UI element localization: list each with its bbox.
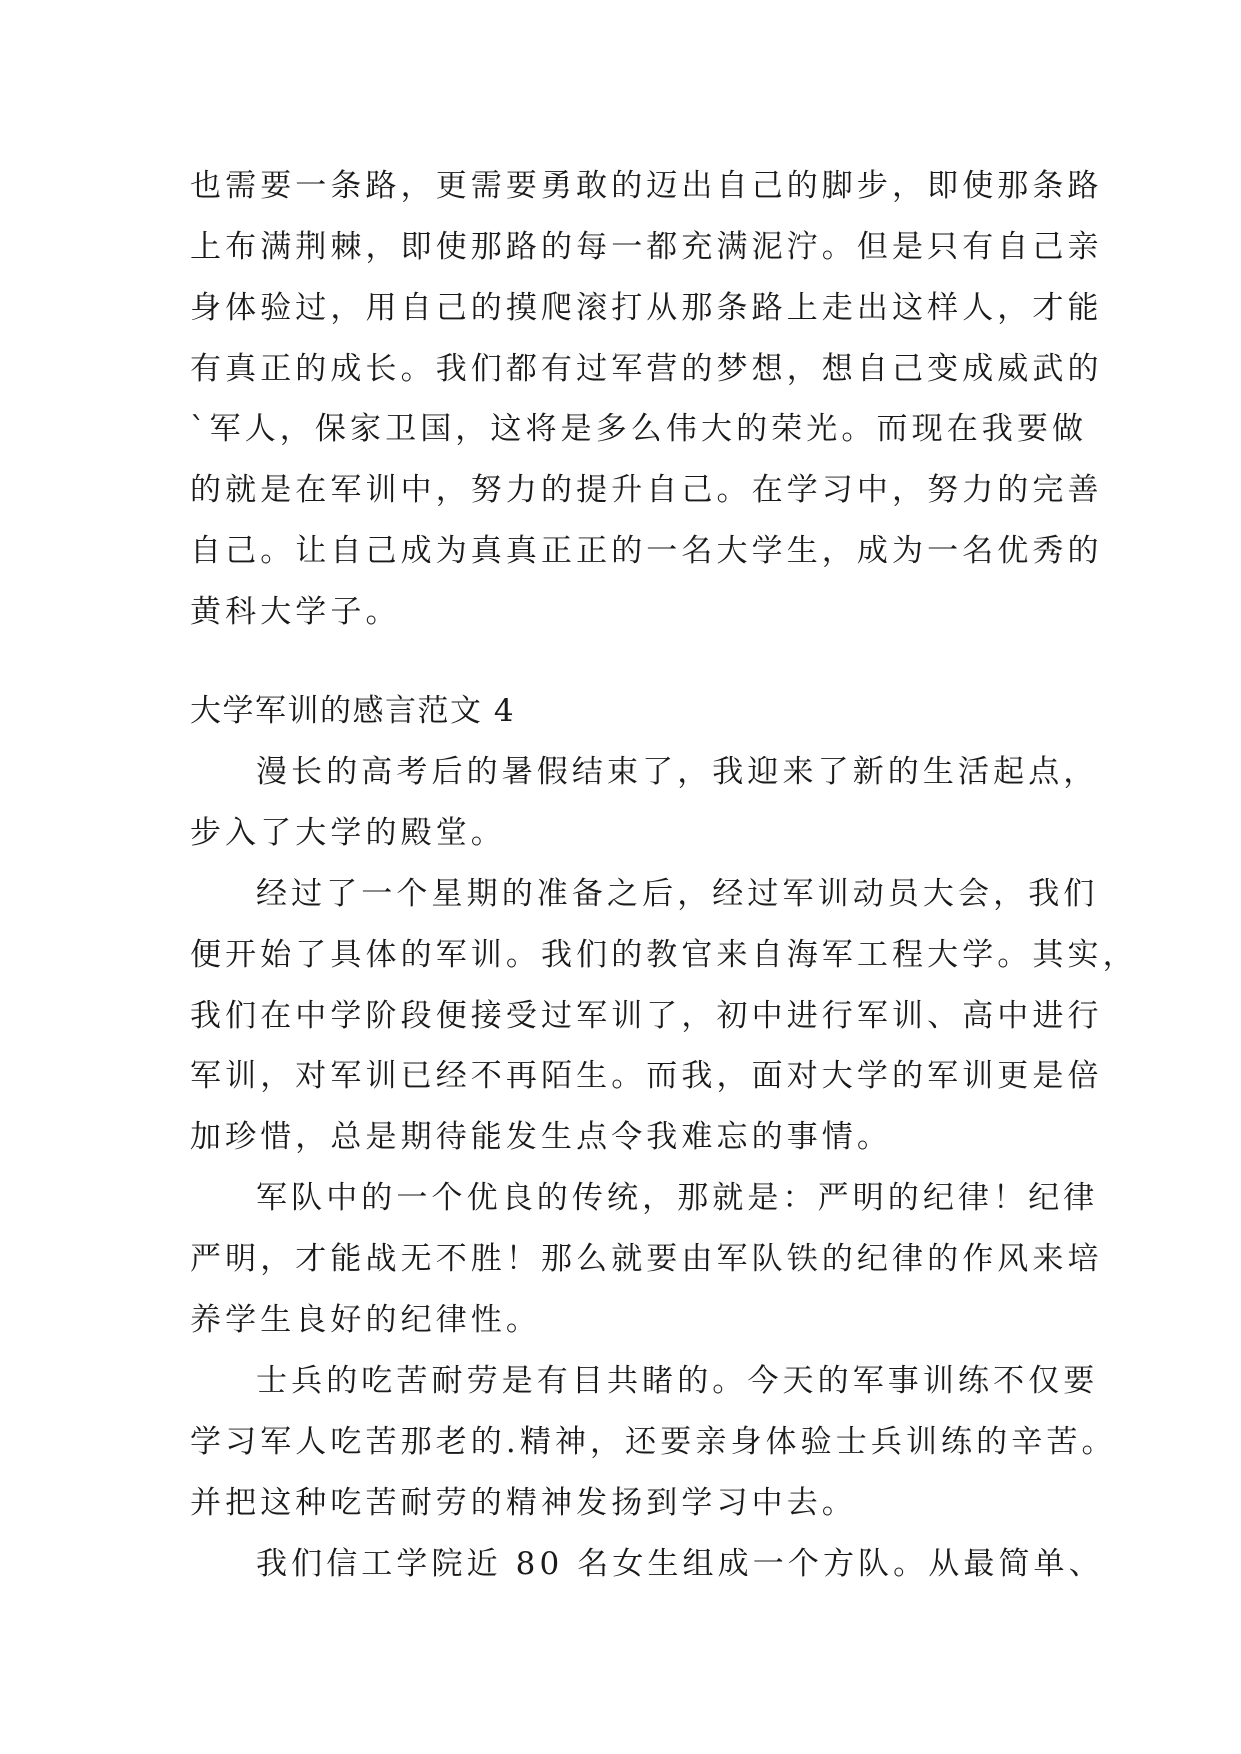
text-line: 士兵的吃苦耐劳是有目共睹的。今天的军事训练不仅要: [256, 1363, 1099, 1399]
text-line: 经过了一个星期的准备之后，经过军训动员大会，我们: [256, 876, 1099, 912]
text-line: 黄科大学子。: [190, 594, 401, 630]
text-line: 自己。让自己成为真真正正的一名大学生，成为一名优秀的: [190, 533, 1103, 569]
text-line: 军队中的一个优良的传统，那就是：严明的纪律！纪律: [256, 1180, 1099, 1216]
text-line: 军训，对军训已经不再陌生。而我，面对大学的军训更是倍: [190, 1058, 1103, 1094]
section-title: 大学军训的感言范文 4: [190, 693, 516, 729]
text-line: 并把这种吃苦耐劳的精神发扬到学习中去。: [190, 1485, 857, 1521]
text-line: 加珍惜，总是期待能发生点令我难忘的事情。: [190, 1119, 892, 1155]
text-line: 我们在中学阶段便接受过军训了，初中进行军训、高中进行: [190, 998, 1103, 1034]
text-line: 我们信工学院近 80 名女生组成一个方队。从最简单、: [256, 1546, 1104, 1582]
text-line: 上布满荆棘，即使那路的每一都充满泥泞。但是只有自己亲: [190, 229, 1103, 265]
text-line: 便开始了具体的军训。我们的教官来自海军工程大学。其实，: [190, 937, 1138, 973]
text-line: 的就是在军训中，努力的提升自己。在学习中，努力的完善: [190, 472, 1103, 508]
text-line: 学习军人吃苦那老的.精神，还要亲身体验士兵训练的辛苦。: [190, 1424, 1117, 1460]
text-line: 也需要一条路，更需要勇敢的迈出自己的脚步，即使那条路: [190, 168, 1103, 204]
text-line: 严明，才能战无不胜！那么就要由军队铁的纪律的作风来培: [190, 1241, 1103, 1277]
text-line: 身体验过，用自己的摸爬滚打从那条路上走出这样人，才能: [190, 290, 1103, 326]
text-line: 养学生良好的纪律性。: [190, 1302, 541, 1338]
text-line: 步入了大学的殿堂。: [190, 815, 506, 851]
text-line: 漫长的高考后的暑假结束了，我迎来了新的生活起点，: [256, 754, 1099, 790]
text-line: 有真正的成长。我们都有过军营的梦想，想自己变成威武的: [190, 351, 1103, 387]
text-line: `军人，保家卫国，这将是多么伟大的荣光。而现在我要做: [190, 411, 1088, 447]
